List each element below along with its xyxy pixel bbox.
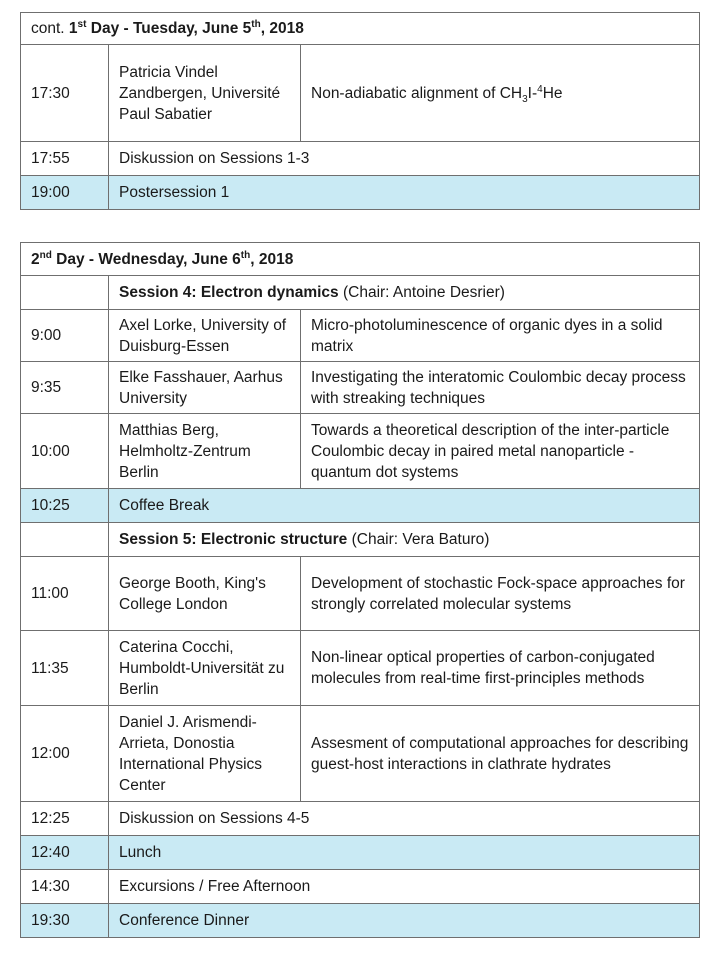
session-4-heading: Session 4: Electron dynamics (Chair: Antoine Desrier) (109, 276, 700, 310)
day1-schedule-table (20, 12, 700, 210)
table-row (21, 706, 700, 802)
table-row (21, 870, 700, 904)
day2-schedule-table (20, 242, 700, 938)
day2-header: 2nd Day - Wednesday, June 6th, 2018 (21, 243, 700, 276)
time-cell: 17:30 (21, 45, 109, 142)
session-row (21, 276, 700, 310)
time-cell: 19:30 (21, 904, 109, 938)
table-row (21, 802, 700, 836)
event-cell: Excursions / Free Afternoon (109, 870, 700, 904)
event-cell: Diskussion on Sessions 4-5 (109, 802, 700, 836)
table-row (21, 142, 700, 176)
table-row (21, 557, 700, 631)
event-cell: Lunch (109, 836, 700, 870)
time-cell: 9:35 (21, 362, 109, 414)
time-cell: 19:00 (21, 176, 109, 210)
time-cell: 12:00 (21, 706, 109, 802)
speaker-cell: Axel Lorke, University of Duisburg-Essen (109, 310, 301, 362)
day2-header-row (21, 243, 700, 276)
title-cell: Towards a theoretical description of the inter-particle Coulombic decay in paired metal nanoparticle - quantum dot systems (301, 414, 700, 489)
speaker-cell: Patricia Vindel Zandbergen, Université Paul Sabatier (109, 45, 301, 142)
table-row (21, 362, 700, 414)
time-cell: 10:25 (21, 489, 109, 523)
table-row-highlighted (21, 176, 700, 210)
day1-header: cont. 1st Day - Tuesday, June 5th, 2018 (21, 13, 700, 45)
session-5-heading: Session 5: Electronic structure (Chair: Vera Baturo) (109, 523, 700, 557)
time-cell: 9:00 (21, 310, 109, 362)
day1-header-row (21, 13, 700, 45)
title-cell: Development of stochastic Fock-space approaches for strongly correlated molecular systems (301, 557, 700, 631)
event-cell: Conference Dinner (109, 904, 700, 938)
session-row (21, 523, 700, 557)
title-cell: Non-adiabatic alignment of $CH_3I-^4He$ (301, 45, 700, 142)
title-cell: Investigating the interatomic Coulombic decay process with streaking techniques (301, 362, 700, 414)
event-cell: Coffee Break (109, 489, 700, 523)
table-row-highlighted (21, 904, 700, 938)
table-row-highlighted (21, 836, 700, 870)
time-cell: 11:00 (21, 557, 109, 631)
title-cell: Assesment of computational approaches for describing guest-host interactions in clathrate hydrates (301, 706, 700, 802)
time-cell: 10:00 (21, 414, 109, 489)
speaker-cell: Elke Fasshauer, Aarhus University (109, 362, 301, 414)
event-cell: Postersession 1 (109, 176, 700, 210)
table-row (21, 45, 700, 142)
time-cell: 17:55 (21, 142, 109, 176)
title-cell: Micro-photoluminescence of organic dyes in a solid matrix (301, 310, 700, 362)
table-row (21, 310, 700, 362)
table-row (21, 631, 700, 706)
table-row (21, 414, 700, 489)
time-cell: 12:25 (21, 802, 109, 836)
time-cell: 11:35 (21, 631, 109, 706)
table-row-highlighted (21, 489, 700, 523)
event-cell: Diskussion on Sessions 1-3 (109, 142, 700, 176)
time-cell: 12:40 (21, 836, 109, 870)
speaker-cell: George Booth, King's College London (109, 557, 301, 631)
speaker-cell: Matthias Berg, Helmholtz-Zentrum Berlin (109, 414, 301, 489)
speaker-cell: Daniel J. Arismendi-Arrieta, Donostia International Physics Center (109, 706, 301, 802)
time-cell: 14:30 (21, 870, 109, 904)
title-cell: Non-linear optical properties of carbon-conjugated molecules from real-time first-principles methods (301, 631, 700, 706)
speaker-cell: Caterina Cocchi, Humboldt-Universität zu Berlin (109, 631, 301, 706)
